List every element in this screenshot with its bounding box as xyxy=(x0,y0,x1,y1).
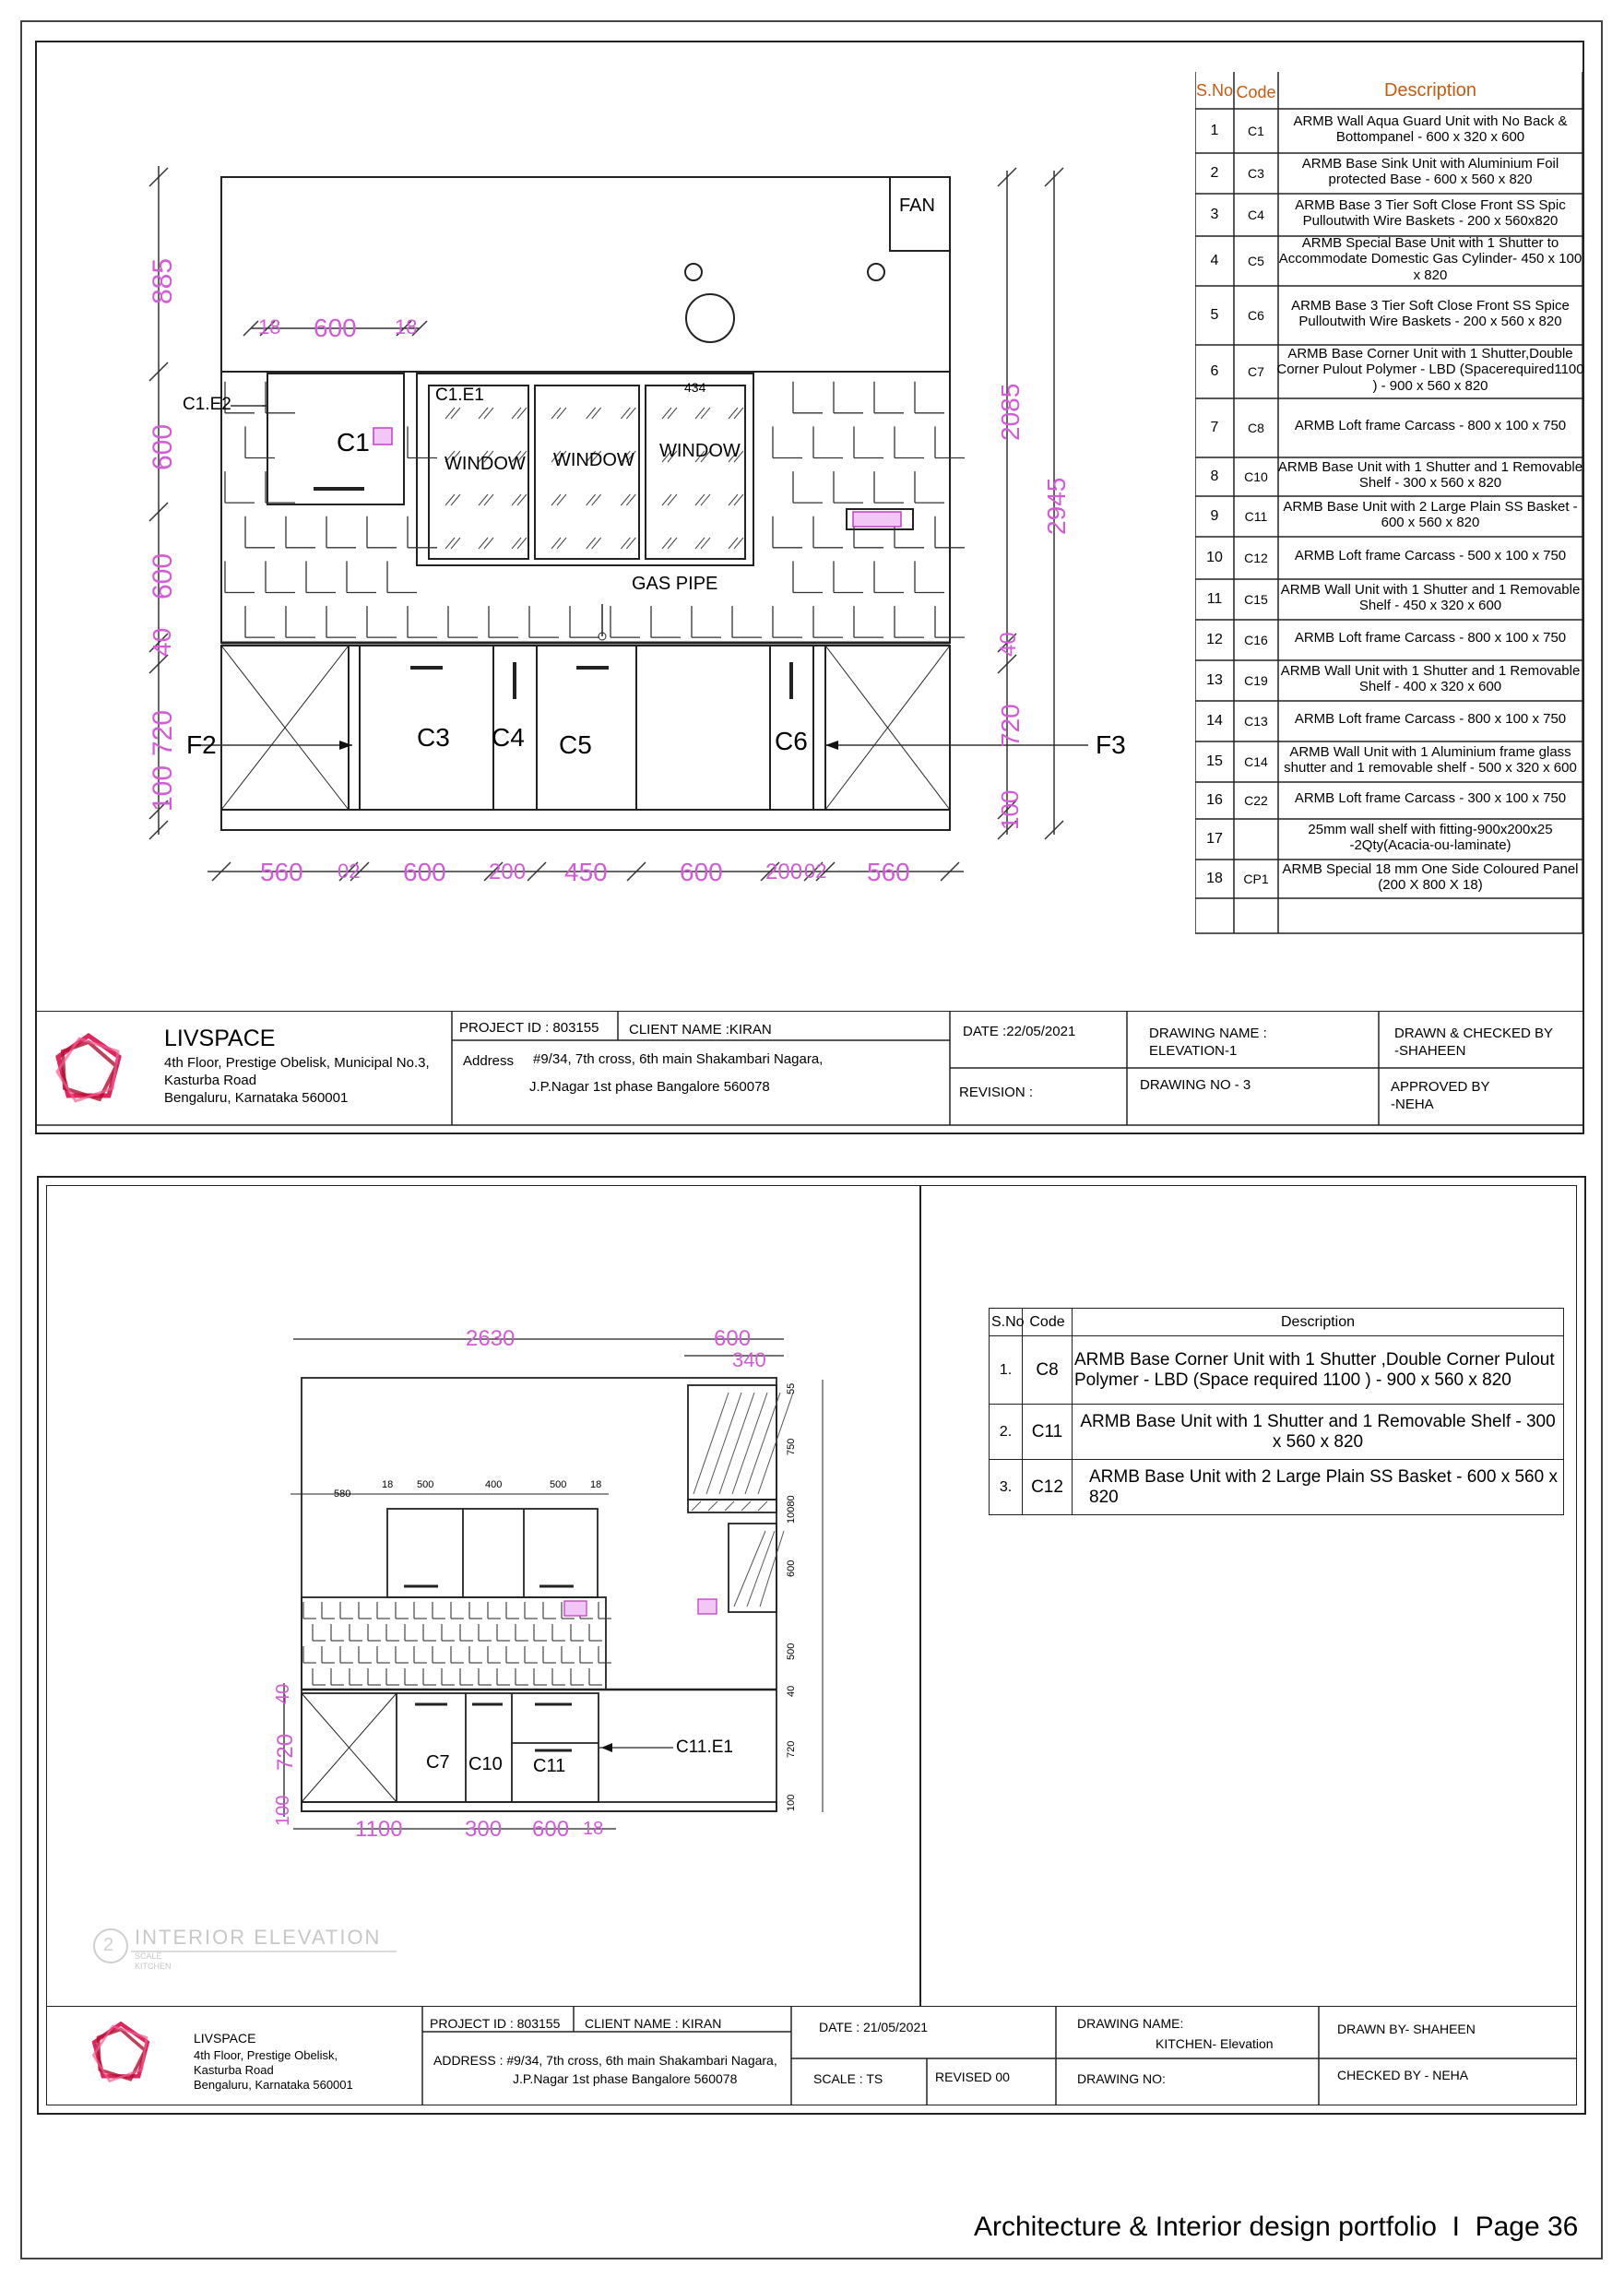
sched1-row-sno: 8 xyxy=(1210,468,1219,484)
sched1-row-desc: ARMB Wall Unit with 1 Shutter and 1 Removable Shelf - 400 x 320 x 600 xyxy=(1280,662,1581,694)
sched1-row-sno: 11 xyxy=(1206,590,1223,607)
sched1-row-sno: 10 xyxy=(1206,549,1223,565)
sched1-row-desc: ARMB Loft frame Carcass - 800 x 100 x 750 xyxy=(1294,418,1567,434)
sched1-row-code: C19 xyxy=(1244,672,1268,688)
sched1-row-desc: ARMB Base Corner Unit with 1 Shutter,Double Corner Pulout Polymer - LBD (Spacerequired1100 ) - 900 x 560 x 820 xyxy=(1276,346,1584,394)
sched1-row-sno: 4 xyxy=(1210,252,1219,268)
sheet2-client: CLIENT NAME : KIRAN xyxy=(585,2016,722,2031)
s2-row-2 xyxy=(990,1405,1564,1460)
dim-right-720: 720 xyxy=(996,704,1025,747)
sheet2-project-id: PROJECT ID : 803155 xyxy=(430,2016,561,2031)
sched1-row-code: C7 xyxy=(1248,363,1264,379)
sheet2-drawing-name-2: KITCHEN- Elevation xyxy=(1156,2036,1274,2051)
label-gas-pipe: GAS PIPE xyxy=(632,574,718,594)
s2-dim-b-300: 300 xyxy=(465,1817,503,1842)
dim-bottom-600a: 600 xyxy=(403,858,446,886)
s2-elev-scale: SCALE xyxy=(135,1951,162,1961)
sched1-row-desc: ARMB Wall Unit with 1 Shutter and 1 Removable Shelf - 450 x 320 x 600 xyxy=(1280,581,1581,613)
s2-header-sno: S.No xyxy=(990,1309,1023,1336)
sched1-row-code: C15 xyxy=(1244,591,1268,607)
sched1-row-desc: ARMB Wall Unit with 1 Aluminium frame glass shutter and 1 removable shelf - 500 x 320 x 600 xyxy=(1284,743,1577,776)
sheet2-scale: SCALE : TS xyxy=(813,2071,883,2086)
sheet1-site-1: #9/34, 7th cross, 6th main Shakambari Nagara, xyxy=(533,1051,824,1067)
sheet2-drawing-name-1: DRAWING NAME: xyxy=(1077,2016,1184,2031)
sheet2-revised: REVISED 00 xyxy=(935,2070,1010,2084)
s2-dim-r-10080: 10080 xyxy=(786,1495,797,1524)
sheet1-client: CLIENT NAME :KIRAN xyxy=(629,1022,772,1038)
sheet2-site-2: J.P.Nagar 1st phase Bangalore 560078 xyxy=(513,2071,738,2086)
dim-bottom-200a: 200 xyxy=(489,860,527,884)
sched1-row-code: C6 xyxy=(1248,307,1264,323)
s2-dim-18b: 18 xyxy=(590,1479,602,1490)
sched1-row-sno: 18 xyxy=(1206,870,1223,886)
s2-header-code: Code xyxy=(1023,1309,1073,1336)
sched1-row-desc: ARMB Base 3 Tier Soft Close Front SS Spic Pulloutwith Wire Baskets - 200 x 560x820 xyxy=(1295,196,1566,229)
s2-row-sno: 2. xyxy=(990,1405,1023,1460)
sheet1-date: DATE :22/05/2021 xyxy=(963,1024,1076,1039)
s2-dim-340: 340 xyxy=(732,1348,766,1371)
s2-dim-b-18: 18 xyxy=(583,1819,604,1839)
sched1-row-code: C22 xyxy=(1244,792,1268,808)
sched1-row-code: C11 xyxy=(1244,508,1268,524)
sheet1-approved-2: -NEHA xyxy=(1391,1097,1434,1112)
sheet1-project-id: PROJECT ID : 803155 xyxy=(459,1020,599,1036)
s2-dim-r-500: 500 xyxy=(786,1643,797,1660)
dim-top-18b: 18 xyxy=(395,315,418,338)
sched1-row-desc: ARMB Base 3 Tier Soft Close Front SS Spice Pulloutwith Wire Baskets - 200 x 560 x 820 xyxy=(1291,297,1570,329)
s2-dim-b-600: 600 xyxy=(532,1817,570,1842)
sched1-row-desc: ARMB Loft frame Carcass - 300 x 100 x 750 xyxy=(1294,790,1567,807)
dim-left-885: 885 xyxy=(148,257,178,304)
label-c1: C1 xyxy=(337,428,370,457)
sheet2-drawing-no: DRAWING NO: xyxy=(1077,2071,1166,2086)
s2-dim-l-100: 100 xyxy=(273,1795,293,1826)
dim-bottom-02a: 02 xyxy=(338,860,361,883)
label-c5: C5 xyxy=(559,730,592,759)
sched1-row-code: C14 xyxy=(1244,753,1268,769)
sched1-row-sno: 16 xyxy=(1206,791,1223,808)
sched1-row-code: C5 xyxy=(1248,253,1264,268)
dim-right-40: 40 xyxy=(996,632,1021,657)
dim-left-720: 720 xyxy=(148,709,178,756)
sched1-row-sno: 5 xyxy=(1210,306,1219,323)
sheet2-company-addr-2: Kasturba Road xyxy=(194,2063,274,2077)
s2-dim-r-40: 40 xyxy=(786,1685,797,1697)
sheet2-company: LIVSPACE xyxy=(194,2031,256,2046)
s2-row-desc: ARMB Base Corner Unit with 1 Shutter ,Double Corner Pulout Polymer - LBD (Space required 1100 ) - 900 x 560 x 820 xyxy=(1073,1336,1564,1405)
s2-row-sno: 3. xyxy=(990,1460,1023,1515)
s2-dim-580: 580 xyxy=(334,1488,351,1500)
sched1-row-sno: 15 xyxy=(1206,753,1223,769)
s2-row-code: C8 xyxy=(1023,1336,1073,1405)
sheet1-company-addr-1: 4th Floor, Prestige Obelisk, Municipal No.3, xyxy=(164,1055,430,1071)
label-window-3: WINDOW xyxy=(659,441,741,461)
dim-bottom-600b: 600 xyxy=(680,858,723,886)
sched1-row-code: C12 xyxy=(1244,550,1268,565)
s2-dim-2630: 2630 xyxy=(466,1326,516,1351)
sched1-row-desc: ARMB Wall Aqua Guard Unit with No Back & Bottompanel - 600 x 320 x 600 xyxy=(1293,113,1568,145)
s2-dim-r-100: 100 xyxy=(786,1794,797,1811)
sheet1-approved-1: APPROVED BY xyxy=(1391,1079,1490,1095)
dim-bottom-200b: 200 xyxy=(765,860,803,884)
sheet1-revision: REVISION : xyxy=(959,1085,1034,1100)
dim-bottom-560b: 560 xyxy=(867,858,910,886)
sched1-row-code: CP1 xyxy=(1243,871,1269,886)
sched1-row-sno: 9 xyxy=(1210,507,1219,524)
s2-dim-r-600: 600 xyxy=(786,1560,797,1577)
fan-label: FAN xyxy=(899,196,935,216)
sched1-header-desc: Description xyxy=(1383,79,1477,101)
s2-label-c7: C7 xyxy=(426,1752,450,1773)
dim-right-2945: 2945 xyxy=(1042,477,1071,535)
label-434: 434 xyxy=(684,380,706,395)
dim-right-100: 100 xyxy=(996,789,1024,830)
sched1-row-desc: ARMB Loft frame Carcass - 500 x 100 x 750 xyxy=(1294,548,1567,564)
sched1-header-code: Code xyxy=(1236,82,1276,101)
sheet1-drawing-name-1: DRAWING NAME : xyxy=(1149,1026,1267,1041)
s2-dim-r-55: 55 xyxy=(786,1382,797,1394)
sched1-row-desc: ARMB Special 18 mm One Side Coloured Panel (200 X 800 X 18) xyxy=(1282,860,1579,893)
sched1-row-sno: 17 xyxy=(1206,830,1223,847)
sheet1-drawing-no: DRAWING NO - 3 xyxy=(1140,1077,1251,1093)
sched1-row-desc: ARMB Special Base Unit with 1 Shutter to Accommodate Domestic Gas Cylinder- 450 x 100 x 820 xyxy=(1278,235,1583,283)
s2-dim-500b: 500 xyxy=(550,1479,567,1490)
sheet2-company-addr-3: Bengaluru, Karnataka 560001 xyxy=(194,2078,353,2092)
label-f2: F2 xyxy=(186,730,217,759)
sched1-row-desc: ARMB Loft frame Carcass - 800 x 100 x 750 xyxy=(1294,630,1567,646)
sched1-row-code: C4 xyxy=(1248,207,1264,222)
sheet2-date: DATE : 21/05/2021 xyxy=(819,2020,929,2034)
sheet2-site-1: ADDRESS : #9/34, 7th cross, 6th main Shakambari Nagara, xyxy=(433,2053,777,2068)
sheet2-drawn: DRAWN BY- SHAHEEN xyxy=(1337,2022,1476,2036)
s2-label-c11e1: C11.E1 xyxy=(676,1738,733,1757)
sched1-header-sno: S.No xyxy=(1195,80,1234,100)
dim-bottom-560a: 560 xyxy=(260,858,303,886)
s2-dim-l-720: 720 xyxy=(273,1733,298,1771)
sched1-row-sno: 7 xyxy=(1210,419,1219,435)
s2-row-desc: ARMB Base Unit with 2 Large Plain SS Basket - 600 x 560 x 820 xyxy=(1073,1460,1564,1515)
sched1-row-sno: 12 xyxy=(1206,631,1223,647)
dim-left-100: 100 xyxy=(148,765,178,812)
s2-dim-18a: 18 xyxy=(382,1479,394,1490)
s2-row-sno: 1. xyxy=(990,1336,1023,1405)
s2-label-c11: C11 xyxy=(533,1756,566,1776)
dim-left-600a: 600 xyxy=(148,552,178,599)
dim-top-18a: 18 xyxy=(258,315,281,338)
dim-top-600: 600 xyxy=(314,314,357,342)
s2-row-code: C11 xyxy=(1023,1405,1073,1460)
s2-row-3 xyxy=(990,1460,1564,1515)
label-c1e1: C1.E1 xyxy=(435,385,484,405)
sheet1-site-2: J.P.Nagar 1st phase Bangalore 560078 xyxy=(529,1079,770,1095)
sheet1-company: LIVSPACE xyxy=(164,1026,276,1051)
sched1-row-code: C1 xyxy=(1248,123,1264,138)
s2-dim-l-40: 40 xyxy=(273,1683,293,1704)
s2-row-1 xyxy=(990,1336,1564,1405)
sched1-row-sno: 1 xyxy=(1210,122,1219,138)
sheet1-drawn-1: DRAWN & CHECKED BY xyxy=(1394,1026,1553,1041)
sheet1-drawing-name-2: ELEVATION-1 xyxy=(1149,1043,1238,1059)
sheet1-address-label: Address xyxy=(463,1053,515,1069)
sched1-row-sno: 2 xyxy=(1210,164,1219,181)
dim-right-2085: 2085 xyxy=(996,383,1025,441)
sched1-row-desc: ARMB Base Unit with 2 Large Plain SS Basket - 600 x 560 x 820 xyxy=(1283,498,1578,530)
s2-dim-500a: 500 xyxy=(417,1479,434,1490)
sched1-row-code: C13 xyxy=(1244,713,1268,729)
sched1-row-sno: 3 xyxy=(1210,206,1219,222)
dim-left-600b: 600 xyxy=(148,423,178,470)
sched1-row-sno: 13 xyxy=(1206,671,1223,688)
page-footer: Architecture & Interior design portfolio I Page 36 xyxy=(974,2212,1579,2242)
s2-header-desc: Description xyxy=(1073,1309,1564,1336)
dim-bottom-02b: 02 xyxy=(804,860,827,883)
label-c1e2: C1.E2 xyxy=(183,395,231,414)
s2-dim-400: 400 xyxy=(485,1479,503,1490)
s2-elev-title: INTERIOR ELEVATION xyxy=(135,1926,382,1949)
sheet1-company-addr-2: Kasturba Road xyxy=(164,1073,257,1088)
s2-dim-r-720: 720 xyxy=(786,1740,797,1758)
s2-elev-num: 2 xyxy=(103,1935,114,1955)
sched1-row-code: C8 xyxy=(1248,420,1264,435)
label-c4: C4 xyxy=(492,723,525,752)
sched1-row-code: C16 xyxy=(1244,632,1268,647)
s2-dim-r-750: 750 xyxy=(786,1438,797,1455)
s2-elev-kitchen: KITCHEN xyxy=(135,1962,172,1971)
s2-row-code: C12 xyxy=(1023,1460,1073,1515)
sheet2-schedule xyxy=(989,1308,1564,1515)
dim-left-40: 40 xyxy=(148,627,176,657)
sched1-row-desc: ARMB Loft frame Carcass - 800 x 100 x 750 xyxy=(1294,711,1567,728)
sheet2-logo xyxy=(89,2020,153,2084)
sheet2-checked: CHECKED BY - NEHA xyxy=(1337,2068,1469,2082)
dim-bottom-450: 450 xyxy=(564,858,608,886)
s2-label-c10: C10 xyxy=(468,1754,503,1774)
label-window-1: WINDOW xyxy=(445,454,526,474)
label-c6: C6 xyxy=(775,727,808,755)
sched1-row-sno: 14 xyxy=(1206,712,1223,729)
sched1-row-desc: ARMB Base Sink Unit with Aluminium Foil protected Base - 600 x 560 x 820 xyxy=(1301,155,1559,187)
s2-row-desc: ARMB Base Unit with 1 Shutter and 1 Removable Shelf - 300 x 560 x 820 xyxy=(1073,1405,1564,1460)
sched1-row-desc: 25mm wall shelf with fitting-900x200x25 -2Qty(Acacia-ou-laminate) xyxy=(1308,821,1553,853)
label-window-2: WINDOW xyxy=(553,450,634,470)
sched1-row-sno: 6 xyxy=(1210,362,1219,379)
sheet1-company-addr-3: Bengaluru, Karnataka 560001 xyxy=(164,1090,349,1106)
sheet2-company-addr-1: 4th Floor, Prestige Obelisk, xyxy=(194,2048,338,2062)
sheet1-drawn-2: -SHAHEEN xyxy=(1394,1043,1466,1059)
s2-dim-600: 600 xyxy=(714,1326,752,1351)
sched1-row-code: C10 xyxy=(1244,468,1268,484)
label-f3: F3 xyxy=(1096,730,1126,759)
s2-dim-b-1100: 1100 xyxy=(355,1817,403,1842)
sched1-row-desc: ARMB Base Unit with 1 Shutter and 1 Removable Shelf - 300 x 560 x 820 xyxy=(1277,458,1583,491)
label-c3: C3 xyxy=(417,723,450,752)
sched1-row-code: C3 xyxy=(1248,165,1264,181)
